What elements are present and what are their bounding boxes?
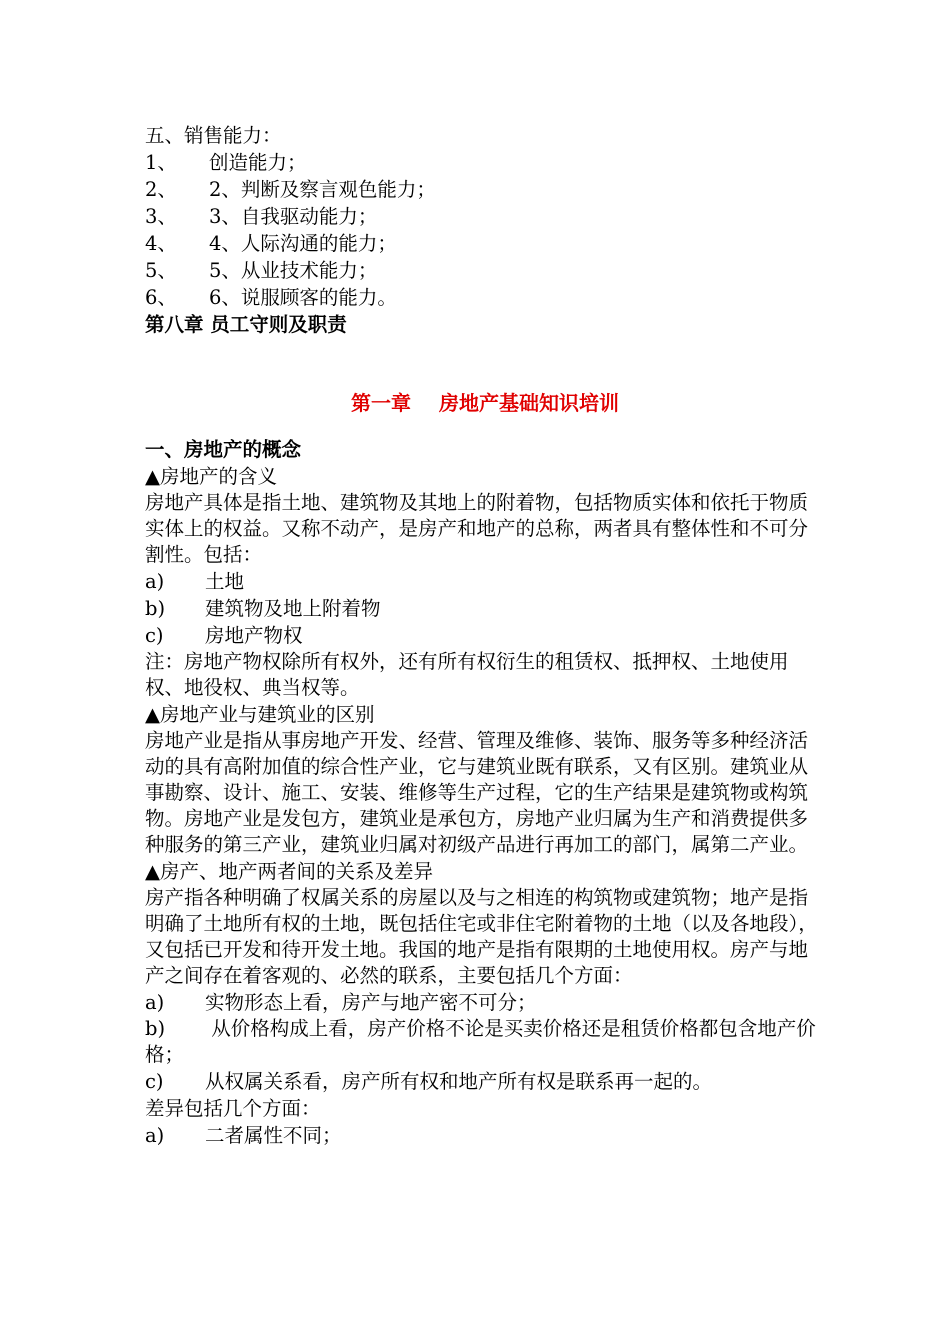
list-text: 二者属性不同；	[205, 1124, 342, 1147]
list-label: a)	[145, 1124, 165, 1147]
document-page	[145, 122, 825, 1149]
chapter1-label: 第一章	[351, 391, 411, 415]
relation-paragraph: 房产指各种明确了权属关系的房屋以及与之相连的构筑物或建筑物；地产是指明确了土地所有权的土地，既包括住宅或非住宅附着物的土地（以及各地段），又包括已开发和待开发土地。我国的地产是指有限期的土地使用权。房产与地产之间存在着客观的、必然的联系，主要包括几个方面：	[145, 886, 818, 987]
list-label: b)	[145, 597, 166, 620]
list-number: 4、	[145, 232, 177, 255]
concept-heading: 一、房地产的概念	[145, 438, 302, 461]
relation-heading: ▲房产、地产两者间的关系及差异	[145, 860, 433, 883]
list-text: 6、说服顾客的能力。	[209, 286, 397, 309]
list-label: a)	[145, 570, 165, 593]
list-text: 5、从业技术能力；	[209, 259, 378, 282]
list-item	[145, 595, 825, 622]
industry-heading: ▲房地产业与建筑业的区别	[145, 703, 375, 726]
list-item	[145, 176, 825, 203]
list-number: 5、	[145, 259, 177, 282]
list-item	[145, 149, 825, 176]
list-item	[145, 568, 825, 595]
list-text: 3、自我驱动能力；	[209, 205, 378, 228]
list-text: 从权属关系看，房产所有权和地产所有权是联系再一起的。	[205, 1070, 713, 1093]
list-label: c)	[145, 624, 164, 647]
list-item	[145, 257, 825, 284]
list-text: 4、人际沟通的能力；	[209, 232, 397, 255]
list-text: 建筑物及地上附着物	[205, 597, 381, 620]
list-text: 土地	[205, 570, 245, 593]
list-text: 房地产物权	[205, 624, 303, 647]
chapter1-title	[145, 388, 825, 418]
list-number: 1、	[145, 151, 177, 174]
note-paragraph: 注：房地产物权除所有权外，还有所有权衍生的租赁权、抵押权、土地使用权、地役权、典当权等。	[145, 650, 789, 699]
list-item	[145, 1122, 825, 1149]
list-item	[145, 230, 825, 257]
list-text: 创造能力；	[209, 151, 307, 174]
list-item	[145, 989, 825, 1016]
list-text: 从价格构成上看，房产价格不论是买卖价格还是租赁价格都包含地产价格；	[145, 1017, 816, 1066]
diff-heading: 差异包括几个方面：	[145, 1097, 321, 1120]
list-label: c)	[145, 1070, 164, 1093]
list-item	[145, 1068, 825, 1095]
list-label: b)	[145, 1017, 166, 1040]
meaning-heading: ▲房地产的含义	[145, 465, 277, 488]
chapter1-name: 房地产基础知识培训	[439, 391, 619, 415]
list-text: 实物形态上看，房产与地产密不可分；	[205, 991, 537, 1014]
list-number: 6、	[145, 286, 177, 309]
list-text: 2、判断及察言观色能力；	[209, 178, 436, 201]
list-number: 2、	[145, 178, 177, 201]
list-item	[145, 1016, 825, 1068]
list-item	[145, 203, 825, 230]
chapter8-title: 第八章 员工守则及职责	[145, 313, 347, 336]
list-item	[145, 284, 825, 311]
list-item	[145, 622, 825, 649]
meaning-paragraph: 房地产具体是指土地、建筑物及其地上的附着物，包括物质实体和依托于物质实体上的权益。又称不动产，是房产和地产的总称，两者具有整体性和不可分割性。包括：	[145, 491, 809, 566]
industry-paragraph: 房地产业是指从事房地产开发、经营、管理及维修、装饰、服务等多种经济活动的具有高附加值的综合性产业，它与建筑业既有联系，又有区别。建筑业从事勘察、设计、施工、安装、维修等生产过程，它的生产结果是建筑物或构筑物。房地产业是发包方，建筑业是承包方，房地产业归属为生产和消费提供多种服务的第三产业，建筑业归属对初级产品进行再加工的部门，属第二产业。	[145, 729, 809, 856]
list-number: 3、	[145, 205, 177, 228]
list-label: a)	[145, 991, 165, 1014]
section5-title: 五、销售能力：	[145, 124, 282, 147]
